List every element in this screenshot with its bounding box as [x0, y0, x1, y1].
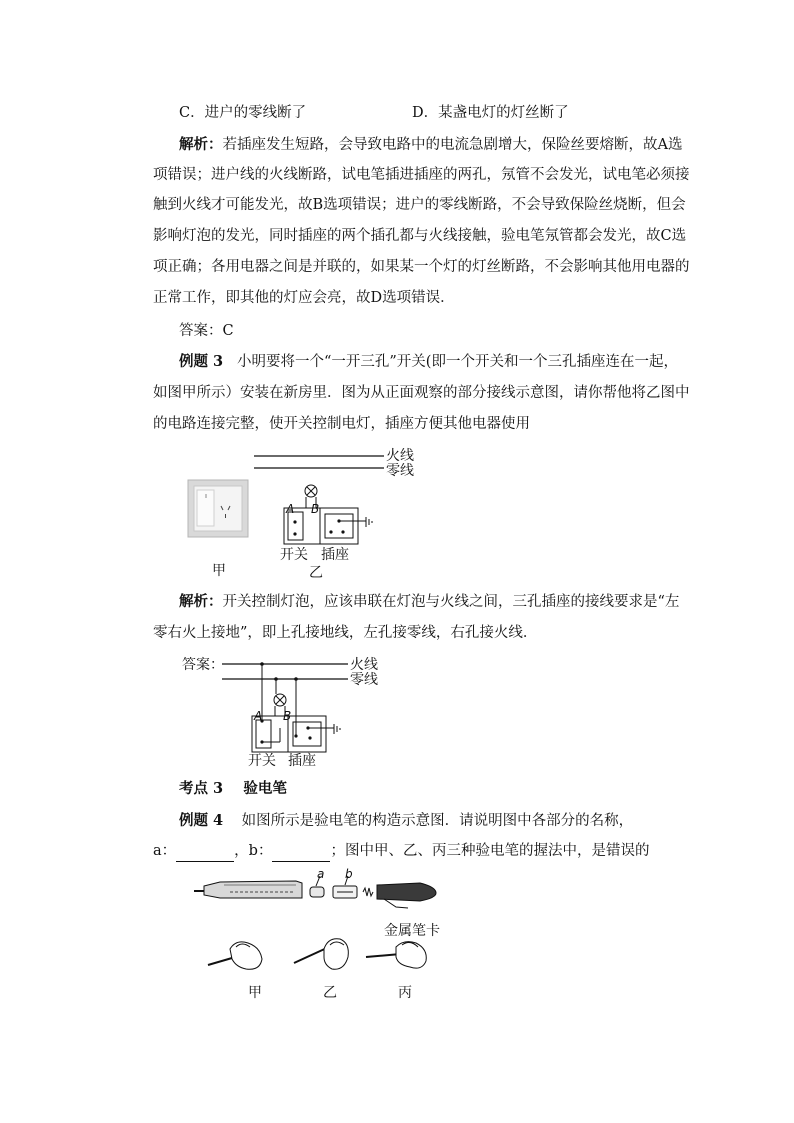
hand-grip-yi-icon	[294, 939, 348, 970]
analysis-2-line-2: 项错误；进户线的火线断路，试电笔插进插座的两孔，氖管不会发光，试电笔必须接	[153, 167, 690, 183]
socket-box	[320, 508, 358, 544]
example-3-line-2: 如图甲所示）安装在新房里．图为从正面观察的部分接线示意图，请你帮他将乙图中	[153, 385, 690, 401]
example-4-tail: ；图中甲、乙、丙三种验电笔的握法中，是错误的	[330, 843, 650, 859]
figure-jia-label: 甲	[212, 563, 226, 579]
socket-label: 插座	[321, 547, 349, 563]
answer-2: 答案：C	[179, 323, 234, 339]
spring-icon	[363, 888, 373, 896]
pen-cap-icon	[377, 883, 436, 901]
switch-socket-photo	[188, 480, 248, 537]
separator: ，	[234, 843, 249, 859]
example-3-line-1	[179, 352, 678, 372]
socket-box	[288, 716, 326, 752]
option-d: D．某盏电灯的灯丝断了	[412, 105, 569, 121]
analysis-label: 解析：	[179, 593, 223, 610]
analysis-2-line-1	[179, 135, 682, 155]
blank-a	[176, 841, 234, 862]
hand-grip-bing-icon	[366, 942, 426, 968]
example-4-line-2	[153, 841, 649, 862]
analysis-2-line-5: 项正确；各用电器之间是并联的，如果某一个灯的灯丝断路，不会影响其他用电器的	[153, 259, 690, 275]
example-text: 如图所示是验电笔的构造示意图．请说明图中各部分的名称，	[241, 813, 634, 829]
analysis-2-line-4: 影响灯泡的发光，同时插座的两个插孔都与火线接触，验电笔氖管都会发光，故C选	[153, 228, 687, 244]
analysis-3-line-2: 零右火上接地”，即上孔接地线，左孔接零线，右孔接火线．	[153, 625, 538, 641]
example-4-line-1	[179, 811, 633, 831]
test-pen-figure	[190, 867, 452, 1005]
topic-heading	[179, 779, 287, 799]
analysis-label: 解析：	[179, 136, 223, 153]
analysis-text: 开关控制灯泡，应该串联在灯泡与火线之间，三孔插座的接线要求是“左	[222, 594, 680, 610]
topic-label: 考点 3	[179, 780, 224, 797]
analysis-2-line-3: 触到火线才可能发光，故B选项错误；进户的零线断路，不会导致保险丝烧断，但会	[153, 197, 686, 213]
socket-label: 插座	[288, 753, 316, 769]
analysis-text: 若插座发生短路，会导致电路中的电流急剧增大，保险丝要熔断，故A选	[222, 137, 683, 153]
part-a-resistor	[310, 887, 324, 897]
answer-label: 答案：	[182, 657, 224, 673]
test-pen-icon	[194, 881, 302, 898]
switch-label: 开关	[248, 753, 276, 769]
answer-wiring-diagram	[178, 652, 418, 770]
label-b: B	[311, 502, 320, 516]
analysis-3-line-1	[179, 592, 679, 612]
label-a: A	[254, 709, 263, 723]
neutral-wire-label: 零线	[350, 672, 378, 688]
analysis-2-line-6: 正常工作，即其他的灯应会亮，故D选项错误．	[153, 290, 455, 306]
label-b: B	[283, 709, 292, 723]
label-b: b	[345, 867, 353, 881]
grip-yi-label: 乙	[323, 985, 337, 1001]
example-label: 例题 4	[179, 812, 224, 829]
wiring-diagram-figure	[180, 442, 430, 582]
blank-a-label: a：	[153, 843, 177, 859]
live-wire-label: 火线	[350, 657, 378, 673]
live-wire-label: 火线	[386, 448, 414, 464]
blank-b	[272, 841, 330, 862]
example-3-line-3: 的电路连接完整，使开关控制电灯，插座方便其他电器使用	[153, 416, 530, 432]
example-label: 例题 3	[179, 353, 224, 370]
example-text: 小明要将一个“一开三孔”开关(即一个开关和一个三孔插座连在一起，	[236, 354, 678, 370]
blank-b-label: b：	[248, 843, 273, 859]
label-a: A	[286, 502, 295, 516]
option-c: C．进户的零线断了	[179, 105, 307, 121]
switch-label: 开关	[280, 547, 308, 563]
clip-label: 金属笔卡	[384, 923, 440, 939]
grip-bing-label: 丙	[398, 985, 412, 1001]
hand-grip-jia-icon	[208, 942, 262, 969]
neutral-wire-label: 零线	[386, 463, 414, 479]
figure-yi-label: 乙	[309, 565, 323, 581]
label-a: a	[317, 867, 325, 881]
grip-jia-label: 甲	[248, 985, 262, 1001]
topic-title: 验电笔	[243, 780, 287, 797]
